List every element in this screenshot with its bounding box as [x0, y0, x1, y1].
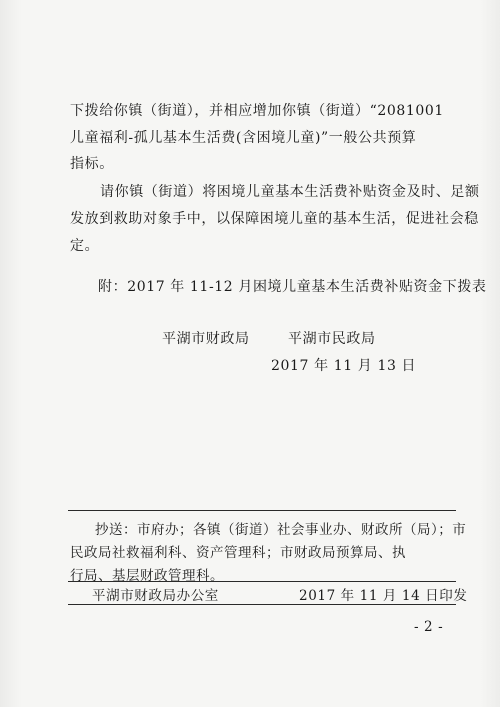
signature-org-finance: 平湖市财政局 — [162, 331, 250, 347]
divider-bottom — [68, 604, 456, 605]
signature-org-civil-affairs: 平湖市民政局 — [288, 331, 376, 347]
print-date: 2017 年 11 月 14 日印发 — [299, 588, 468, 604]
divider-top — [68, 510, 456, 511]
body-line-6: 定。 — [70, 238, 100, 254]
body-line-3: 指标。 — [70, 156, 114, 172]
divider-middle — [68, 581, 456, 582]
attachment-note: 附：2017 年 11-12 月困境儿童基本生活费补贴资金下拨表 — [98, 279, 487, 295]
page-number: - 2 - — [414, 619, 444, 635]
cc-line-3: 行局、基层财政管理科。 — [70, 568, 224, 584]
cc-line-2: 民政局社救福利科、资产管理科；市财政局预算局、执 — [70, 545, 406, 561]
body-line-2: 儿童福利-孤儿基本生活费(含困境儿童)”一般公共预算 — [70, 130, 417, 146]
body-line-4: 请你镇（街道）将困境儿童基本生活费补贴资金及时、足额 — [100, 184, 480, 200]
body-line-5: 发放到救助对象手中，以保障困境儿童的基本生活，促进社会稳 — [70, 211, 479, 227]
body-line-1: 下拨给你镇（街道），并相应增加你镇（街道）“2081001 — [70, 103, 444, 119]
signature-date: 2017 年 11 月 13 日 — [271, 358, 417, 374]
issuing-office: 平湖市财政局办公室 — [92, 588, 219, 604]
cc-line-1: 抄送：市府办；各镇（街道）社会事业办、财政所（局）；市 — [95, 522, 467, 538]
